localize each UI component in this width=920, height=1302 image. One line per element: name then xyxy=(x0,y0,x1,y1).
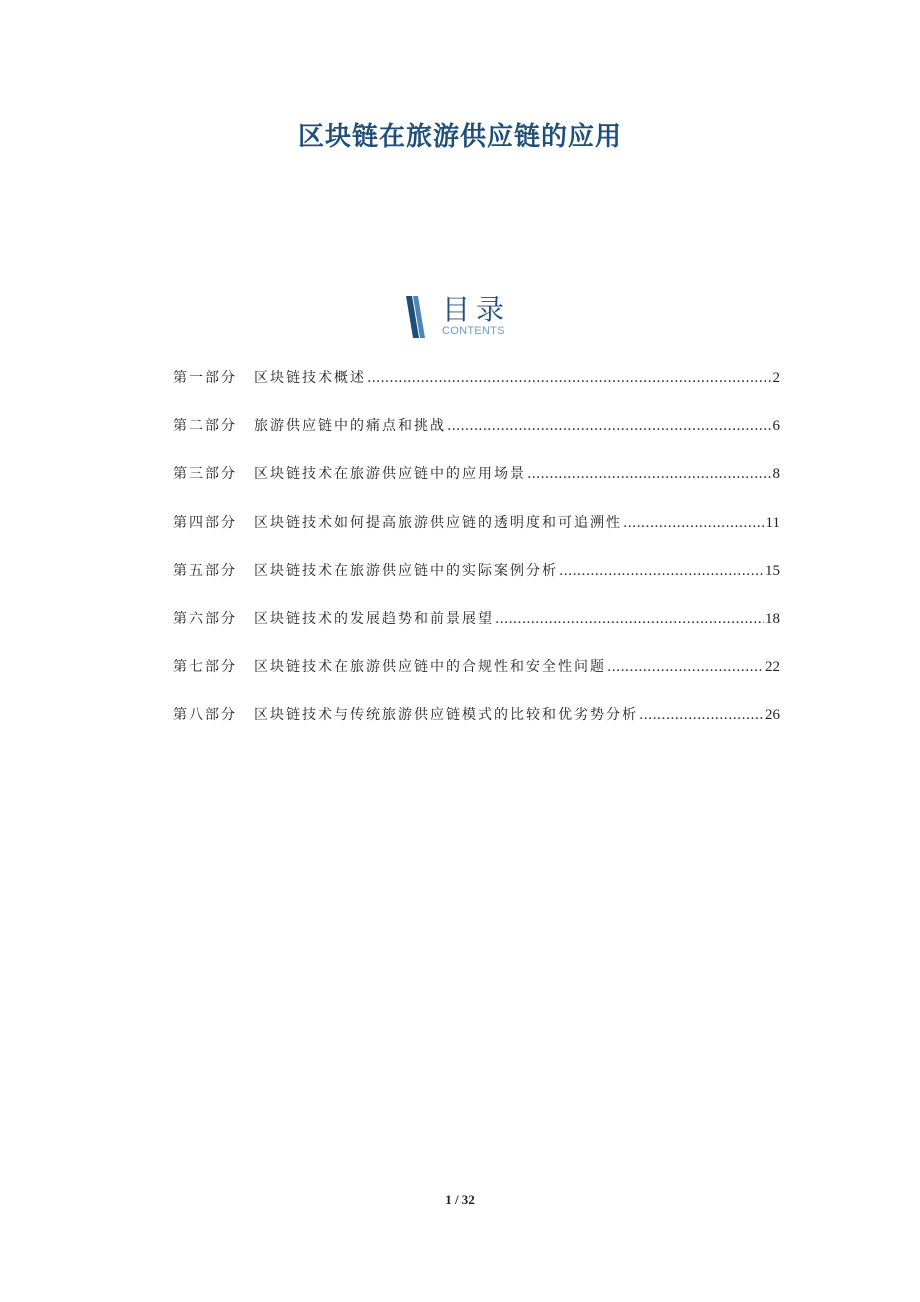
toc-entry-title: 区块链技术在旅游供应链中的实际案例分析 xyxy=(254,562,558,579)
toc-entry-7[interactable] xyxy=(173,656,780,704)
toc-entry-page: 11 xyxy=(765,514,780,531)
toc-entry-part: 第五部分 xyxy=(173,562,237,579)
toc-entry-part: 第三部分 xyxy=(173,466,237,483)
toc-title: 目录 xyxy=(442,293,511,326)
toc-entry-4[interactable] xyxy=(173,512,780,560)
toc-entry-3[interactable] xyxy=(173,463,780,511)
toc-entry-part: 第八部分 xyxy=(173,707,237,724)
toc-entry-page: 6 xyxy=(772,418,780,435)
toc-entry-page: 15 xyxy=(765,562,780,579)
toc-entry-title: 区块链技术概述 xyxy=(254,370,366,386)
toc-entry-2[interactable] xyxy=(173,415,780,463)
toc-entry-title: 旅游供应链中的痛点和挑战 xyxy=(254,418,446,435)
toc-entry-title: 区块链技术在旅游供应链中的合规性和安全性问题 xyxy=(254,659,606,676)
toc-subtitle: CONTENTS xyxy=(442,325,505,337)
toc-entry-6[interactable] xyxy=(173,608,780,656)
toc-entry-title: 区块链技术与传统旅游供应链模式的比较和优劣势分析 xyxy=(254,707,638,724)
toc-dot-leader xyxy=(623,515,765,531)
toc-entry-title: 区块链技术如何提高旅游供应链的透明度和可追溯性 xyxy=(254,514,622,531)
page-indicator: 1 / 32 xyxy=(445,1192,475,1207)
toc-dot-leader xyxy=(495,611,764,627)
toc-dot-leader xyxy=(559,563,764,579)
toc-dot-leader xyxy=(527,466,772,482)
toc-entry-page: 22 xyxy=(765,659,780,676)
toc-entry-part: 第七部分 xyxy=(173,659,237,676)
toc-entry-title: 区块链技术的发展趋势和前景展望 xyxy=(254,610,494,627)
document-title: 区块链在旅游供应链的应用 xyxy=(297,122,622,152)
toc-heading xyxy=(404,292,534,342)
toc-dot-leader xyxy=(639,707,764,723)
toc-entry-part: 第一部分 xyxy=(173,370,237,386)
toc-entry-page: 18 xyxy=(765,610,780,627)
toc-entry-part: 第四部分 xyxy=(173,514,237,531)
toc-entry-part: 第二部分 xyxy=(173,418,237,435)
toc-entry-page: 8 xyxy=(772,466,780,483)
toc-dot-leader xyxy=(367,370,772,386)
toc-logo-icon xyxy=(404,296,432,338)
table-of-contents xyxy=(173,367,780,753)
toc-entry-1[interactable] xyxy=(173,367,780,415)
toc-entry-title: 区块链技术在旅游供应链中的应用场景 xyxy=(254,466,526,483)
toc-entry-part: 第六部分 xyxy=(173,610,237,627)
toc-entry-page: 26 xyxy=(765,707,780,724)
toc-entry-5[interactable] xyxy=(173,560,780,608)
toc-entry-page: 2 xyxy=(772,370,780,386)
toc-dot-leader xyxy=(447,418,772,434)
toc-entry-8[interactable] xyxy=(173,704,780,752)
toc-dot-leader xyxy=(607,659,764,675)
